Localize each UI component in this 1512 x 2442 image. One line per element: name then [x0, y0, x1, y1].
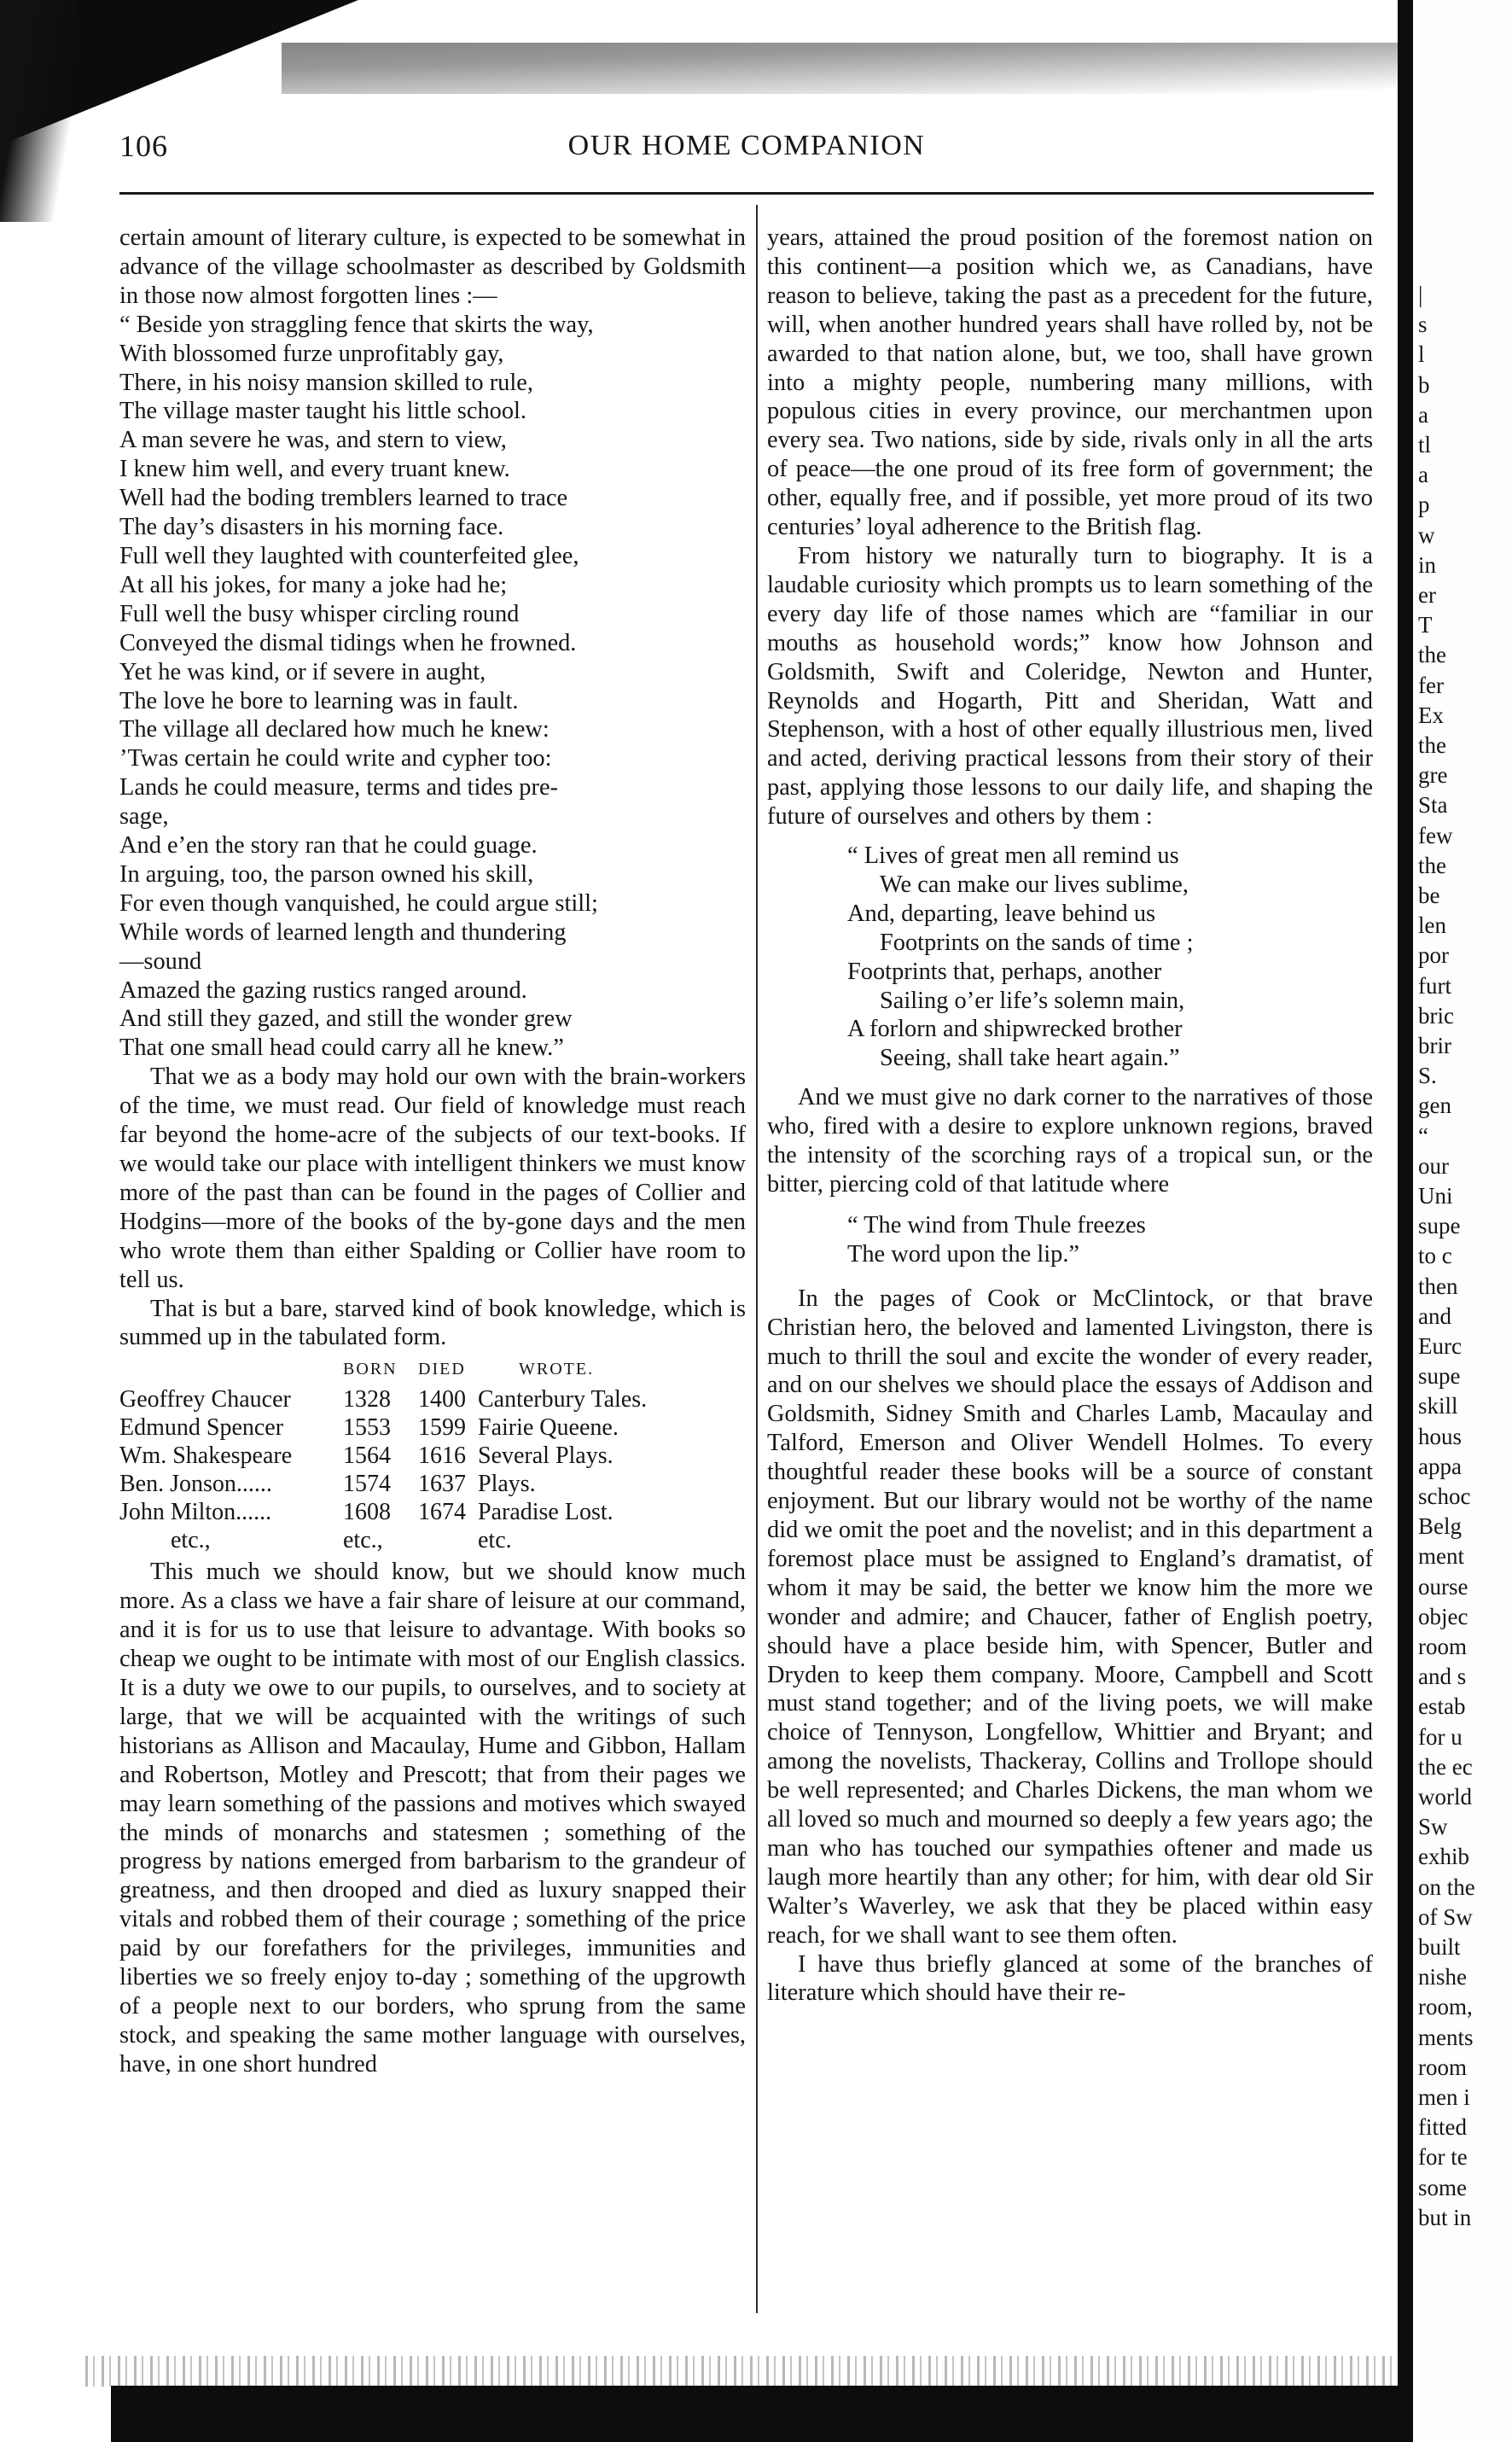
poem-line: “ Beside yon straggling fence that skirts the way,: [119, 311, 594, 338]
table-header-born: BORN: [343, 1360, 398, 1379]
adjacent-page-fragment: the: [1418, 853, 1446, 878]
adjacent-page-fragment: er: [1418, 582, 1436, 608]
table-header-died: DIED: [418, 1360, 466, 1379]
table-cell: [418, 1526, 478, 1554]
table-cell: Wm. Shakespeare: [119, 1442, 293, 1470]
table-cell: 1564: [343, 1442, 391, 1470]
adjacent-page-fragment: men i: [1418, 2084, 1470, 2110]
right-column: [767, 224, 1373, 2008]
goldsmith-poem: [119, 311, 746, 1064]
poem-line: While words of learned length and thundering: [119, 918, 567, 946]
page-number: 106: [119, 129, 168, 163]
poem-line: “ The wind from Thule freezes: [847, 1211, 1146, 1238]
adjacent-page-fragment: Uni: [1418, 1183, 1453, 1209]
adjacent-page-fragment: and s: [1418, 1664, 1467, 1689]
table-row: [119, 1413, 647, 1442]
table-cell: 1608: [343, 1499, 391, 1526]
adjacent-page-fragment: S.: [1418, 1063, 1437, 1088]
running-head: [119, 128, 1374, 171]
adjacent-page-fragment: brir: [1418, 1033, 1451, 1058]
adjacent-page-fragment: Sw: [1418, 1814, 1448, 1839]
poem-line: Footprints on the sands of time ;: [880, 929, 1194, 956]
adjacent-page-fragment: len: [1418, 912, 1446, 938]
paragraph: I have thus briefly glanced at some of the branches of literature which should have their re-: [767, 1950, 1373, 2007]
poem-line: “ Lives of great men all remind us: [847, 842, 1179, 870]
poem-line: The village all declared how much he knew:: [119, 716, 550, 743]
adjacent-page-fragment: ourse: [1418, 1574, 1468, 1600]
adjacent-page-fragment: fer: [1418, 673, 1444, 698]
adjacent-page-fragment: “: [1418, 1123, 1428, 1149]
adjacent-page-fragment: the ec: [1418, 1754, 1473, 1780]
adjacent-page-fragment: skill: [1418, 1393, 1458, 1419]
adjacent-page-fragment: |: [1418, 282, 1423, 307]
poem-line: A forlorn and shipwrecked brother: [847, 1016, 1183, 1043]
table-row: [119, 1526, 647, 1554]
poem-line: Sailing o’er life’s solemn main,: [880, 987, 1185, 1014]
adjacent-page-fragment: Sta: [1418, 792, 1448, 818]
adjacent-page-fragment: a: [1418, 402, 1428, 428]
poem-line: There, in his noisy mansion skilled to rule,: [119, 369, 533, 396]
adjacent-page-fragment: for u: [1418, 1724, 1463, 1750]
paragraph: From history we naturally turn to biography. It is a laudable curiosity which prompts us to learn something of the every day life of those names which are “familiar in our mouths as household words;” know how Johnson and Goldsmith, Swift and Coleridge, Newton and Hunter, Reynolds and Hogarth, Pitt and Sheridan, Watt and Stephenson, with a host of other equally illustrious men, lived and acted, deriving practical lessons from their story of their past, applying those lessons to our daily life, and shaping the future of ourselves and others by them :: [767, 542, 1373, 831]
table-header-name: [119, 1352, 343, 1385]
paragraph: This much we should know, but we should know much more. As a class we have a fair share of leisure at our command, and it is for us to use that leisure to advantage. With books so cheap we ought to be intimate with most of our English classics. It is a duty we owe to our pupils, to ourselves, and to society at large, that we will be acquainted with the writings of such historians as Allison and Macaulay, Hume and Gibbon, Hallam and Robertson, Motley and Prescott; that from their pages we may learn something of the passions and motives which swayed the minds of monarchs and statesmen ; something of the progress by nations emerged from barbarism to the grandeur of greatness, and then drooped and died as luxury snapped their vitals and robbed them of their courage ; something of the price paid by our forefathers for the privileges, immunities and liberties we so freely enjoy to-day ; something of the upgrowth of a people next to our borders, who sprung from the same stock, and speaking the same mother language with ourselves, have, in one short hundred: [119, 1559, 746, 2078]
adjacent-page-fragment: w: [1418, 522, 1435, 548]
adjacent-page-fragment: l: [1418, 341, 1425, 367]
adjacent-page-fragment: be: [1418, 883, 1440, 908]
paragraph: In the pages of Cook or McClintock, or that brave Christian hero, the beloved and lamented Livingston, there is much to thrill the soul and excite the wonder of every reader, and on our shelves we should place the essays of Addison and Goldsmith, Sidney Smith and Charles Lamb, Macaulay and Talford, Emerson and Oliver Wendell Holmes. To every thoughtful reader these books will be a source of constant enjoyment. But our library would not be worthy of the name did we omit the poet and the novelist; and in this department a foremost place must be assigned to England’s dramatist, of whom it may be said, the better we know him the more we wonder and admire; and Chaucer, father of English poetry, should have a place beside him, with Spencer, Butler and Dryden to keep them company. Moore, Campbell and Scott must stand together; and of the living poets, we will make choice of Tennyson, Longfellow, Whittier and Bryant; and among the novelists, Thackeray, Collins and Trollope should be well represented; and Charles Dickens, the man whom we all loved so much and mourned so deeply a few years ago; the man who has touched our sympathies oftener and made us laugh more heartily than any other; for him, with dear old Sir Walter’s Waverley, we ask that they be placed within easy reach, for we shall want to see them often.: [767, 1285, 1373, 1949]
table-cell: 1553: [343, 1414, 391, 1442]
adjacent-page-fragment: appa: [1418, 1454, 1462, 1479]
paragraph: certain amount of literary culture, is expected to be somewhat in advance of the village schoolmaster as described by Goldsmith in those now almost forgotten lines :—: [119, 224, 746, 309]
adjacent-page-fragment: built: [1418, 1934, 1461, 1960]
adjacent-page-fragment: and: [1418, 1303, 1451, 1329]
table-cell: John Milton......: [119, 1499, 272, 1526]
adjacent-page-fragment: schoc: [1418, 1483, 1471, 1509]
adjacent-page-fragment: T: [1418, 612, 1433, 638]
table-cell: Paradise Lost.: [478, 1499, 614, 1526]
table-cell: 1637: [418, 1471, 466, 1498]
poem-line: And still they gazed, and still the wonder grew: [119, 1005, 573, 1033]
scan-bottom-noise: [85, 2356, 1399, 2387]
adjacent-page-fragment: room: [1418, 2054, 1467, 2080]
poem-line: Full well they laughted with counterfeited glee,: [119, 542, 579, 569]
poem-line: Seeing, shall take heart again.”: [880, 1045, 1180, 1072]
poem-line: In arguing, too, the parson owned his skill,: [119, 860, 534, 888]
adjacent-page-fragment: our: [1418, 1153, 1449, 1179]
adjacent-page-fragment: estab: [1418, 1693, 1466, 1719]
authors-table: [119, 1352, 647, 1554]
adjacent-page-fragment: Eurc: [1418, 1333, 1462, 1359]
adjacent-page-fragment: in: [1418, 552, 1437, 578]
table-cell: 1400: [418, 1386, 466, 1413]
poem-line: At all his jokes, for many a joke had he;: [119, 571, 508, 598]
table-cell: Edmund Spencer: [119, 1414, 284, 1442]
table-cell: 1328: [343, 1386, 391, 1413]
paragraph: That is but a bare, starved kind of book knowledge, which is summed up in the tabulated form.: [119, 1295, 746, 1351]
poem-line: ’Twas certain he could write and cypher too:: [119, 745, 552, 772]
adjacent-page-fragment: the: [1418, 642, 1446, 667]
poem-line: The village master taught his little school.: [119, 398, 527, 425]
adjacent-page-fragment: few: [1418, 823, 1453, 848]
table-cell: etc.,: [171, 1527, 211, 1554]
poem-line: The word upon the lip.”: [847, 1240, 1080, 1268]
adjacent-page-fragment: on the: [1418, 1874, 1475, 1900]
adjacent-page-fragment: gen: [1418, 1093, 1451, 1118]
table-cell: Ben. Jonson......: [119, 1471, 272, 1498]
poem-line: I knew him well, and every truant knew.: [119, 456, 510, 483]
poem-line: The love he bore to learning was in fault.: [119, 687, 519, 714]
adjacent-page-fragment: world: [1418, 1784, 1472, 1810]
poem-line: We can make our lives sublime,: [880, 871, 1189, 898]
adjacent-page-fragment: to c: [1418, 1243, 1452, 1268]
adjacent-page-fragment: ment: [1418, 1543, 1464, 1569]
adjacent-page-fragment: a: [1418, 462, 1428, 487]
adjacent-page-fragment: the: [1418, 732, 1446, 758]
poem-line: Footprints that, perhaps, another: [847, 958, 1162, 985]
table-header-wrote: WROTE.: [519, 1360, 595, 1379]
table-cell: 1599: [418, 1414, 466, 1442]
table-header-row: [119, 1352, 647, 1385]
adjacent-page-fragment: of Sw: [1418, 1904, 1473, 1930]
scan-bottom-edge: [111, 2386, 1412, 2442]
column-divider: [756, 205, 758, 2313]
adjacent-page-fragment: Ex: [1418, 702, 1444, 728]
thule-quote: [847, 1211, 1373, 1269]
table-row: [119, 1498, 647, 1526]
adjacent-page-fragment: tl: [1418, 432, 1432, 458]
adjacent-page-fragment: furt: [1418, 973, 1451, 999]
poem-line: That one small head could carry all he knew.”: [119, 1034, 564, 1062]
table-cell: etc.,: [343, 1527, 383, 1554]
adjacent-page-fragment: hous: [1418, 1424, 1463, 1449]
paragraph: That we as a body may hold our own with the brain-workers of the time, we must read. Our field of knowledge must reach far beyond the home-acre of the subjects of our text-books. If we would take our place with intelligent thinkers we must know more of the past than can be found in the pages of Collier and Hodgins—more of the books of the by-gone days and the men who wrote them than either Spalding or Collier have room to tell us.: [119, 1064, 746, 1293]
poem-line: —sound: [119, 947, 202, 975]
adjacent-page-fragment: nishe: [1418, 1964, 1467, 1990]
adjacent-page-fragment: for te: [1418, 2144, 1468, 2170]
table-cell: Geoffrey Chaucer: [119, 1386, 291, 1413]
poem-line: The day’s disasters in his morning face.: [119, 514, 504, 541]
poem-line: Yet he was kind, or if severe in aught,: [119, 658, 486, 685]
adjacent-page-fragment: room: [1418, 1634, 1467, 1659]
adjacent-page-fragment: gre: [1418, 762, 1448, 788]
table-cell: Several Plays.: [478, 1442, 614, 1470]
left-column: [119, 224, 746, 2079]
adjacent-page-fragment: supe: [1418, 1213, 1461, 1238]
adjacent-page-fragment: bric: [1418, 1003, 1454, 1029]
poem-line: Full well the busy whisper circling round: [119, 600, 520, 627]
scan-binding-shadow: [1398, 0, 1413, 2442]
poem-line: Amazed the gazing rustics ranged around.: [119, 976, 527, 1004]
poem-line: And e’en the story ran that he could guage.: [119, 832, 538, 860]
adjacent-page-fragment: but in: [1418, 2205, 1472, 2230]
authors-table-body: [119, 1385, 647, 1554]
header-rule: [119, 192, 1374, 195]
journal-title: OUR HOME COMPANION: [567, 130, 926, 161]
poem-line: A man severe he was, and stern to view,: [119, 427, 507, 454]
table-cell: 1574: [343, 1471, 391, 1498]
adjacent-page-fragment: room,: [1418, 1994, 1473, 2019]
adjacent-page-fragment: some: [1418, 2175, 1467, 2200]
adjacent-page-fragment: b: [1418, 372, 1430, 398]
poem-line: sage,: [119, 803, 169, 831]
adjacent-page-fragment: objec: [1418, 1604, 1468, 1629]
table-row: [119, 1442, 647, 1470]
scan-edge-shadow: [0, 0, 77, 222]
adjacent-page-fragment: por: [1418, 942, 1449, 968]
adjacent-page-fragment: p: [1418, 492, 1430, 517]
poem-line: Lands he could measure, terms and tides pre-: [119, 774, 559, 801]
adjacent-page-fragment: fitted: [1418, 2114, 1467, 2140]
table-cell: Fairie Queene.: [478, 1414, 619, 1442]
table-cell: 1616: [418, 1442, 466, 1470]
scan-top-edge: [282, 43, 1416, 94]
table-cell: 1674: [418, 1499, 466, 1526]
poem-line: For even though vanquished, he could argue still;: [119, 889, 598, 917]
adjacent-page-fragment: s: [1418, 312, 1428, 337]
adjacent-page-fragment: supe: [1418, 1363, 1461, 1389]
table-cell: etc.: [478, 1527, 512, 1554]
table-cell: Plays.: [478, 1471, 536, 1498]
paragraph: And we must give no dark corner to the narratives of those who, fired with a desire to explore unknown regions, braved the intensity of the scorching rays of a tropical sun, or the bitter, piercing cold of that latitude where: [767, 1084, 1373, 1198]
longfellow-poem: [847, 842, 1373, 1073]
paragraph: years, attained the proud position of the foremost nation on this continent—a position which we, as Canadians, have reason to believe, taking the past as a precedent for the future, will, when another hundred years shall have rolled by, not be awarded to that nation alone, but, we too, shall have grown into a mighty people, numbering many millions, with populous cities in every province, our merchantmen upon every sea. Two nations, side by side, rivals only in all the arts of peace—the one proud of its free form of government; the other, equally free, and if possible, yet more proud of its two centuries’ loyal adherence to the British flag.: [767, 224, 1373, 541]
poem-line: And, departing, leave behind us: [847, 900, 1156, 927]
table-row: [119, 1385, 647, 1413]
adjacent-page-fragment: then: [1418, 1273, 1458, 1299]
table-row: [119, 1470, 647, 1498]
poem-line: With blossomed furze unprofitably gay,: [119, 340, 504, 367]
poem-line: Well had the boding tremblers learned to trace: [119, 485, 568, 512]
adjacent-page-fragment: Belg: [1418, 1513, 1462, 1539]
adjacent-page-fragment: ments: [1418, 2025, 1474, 2050]
table-cell: Canterbury Tales.: [478, 1386, 648, 1413]
poem-line: Conveyed the dismal tidings when he frowned.: [119, 629, 577, 656]
adjacent-page-fragment: exhib: [1418, 1844, 1469, 1869]
